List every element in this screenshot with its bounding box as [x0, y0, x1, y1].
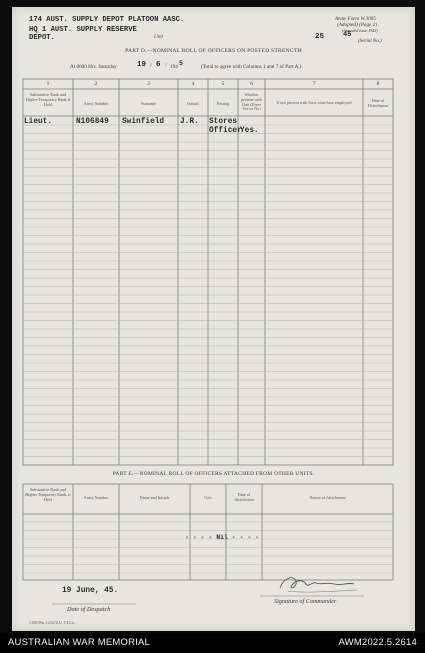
col-number-8: 8: [376, 81, 380, 87]
part-e-header-nature: Nature of Attachment: [309, 495, 346, 500]
col-header-detachment: Date of Detachment: [367, 98, 389, 108]
entry-posting-line-2: Officer: [209, 127, 242, 135]
entry-posting-line-1: Stores: [209, 118, 238, 126]
archive-name: AUSTRALIAN WAR MEMORIAL: [8, 637, 151, 648]
date-sep-1: /: [150, 63, 152, 69]
part-d-title: PART D.—NOMINAL ROLL OF OFFICERS ON POSTED STRENGTH: [125, 48, 302, 54]
despatch-caption: Date of Despatch: [67, 606, 111, 613]
form-issue: (Amended issue 1942): [342, 28, 378, 33]
commander-signature: [280, 578, 354, 588]
archive-accession-number: AWM2022.5.2614: [338, 637, 417, 648]
entry-rank: Lieut.: [24, 118, 53, 126]
part-e-header-name: Name and Initials: [139, 495, 170, 500]
serial-number: 25: [315, 33, 325, 41]
col-header-employed: If not present with Unit, state how employed: [276, 100, 352, 105]
total-note: (Total to agree with Columns 1 and 7 of Part A.): [201, 64, 302, 70]
date-month: 6: [156, 61, 161, 69]
col-number-6: 6: [250, 81, 253, 87]
part-e-header-rank: Substantive Rank and Higher Temporary Rank, if Held: [25, 487, 71, 502]
date-prefix: At 0600 Hrs. Saturday: [70, 64, 117, 70]
part-e-nil-entry: - - - - Nil - - - -: [185, 534, 260, 541]
form-adapted: (Adapted) (Page 2): [337, 22, 378, 28]
col-header-surname: Surname: [141, 101, 156, 106]
date-day: 19: [137, 61, 147, 69]
commander-caption: Signature of Commander: [274, 598, 337, 605]
form-name: Army Form W.3005: [335, 16, 376, 22]
part-e-header-unit: Unit: [204, 495, 212, 500]
unit-line-1: 174 AUST. SUPPLY DEPOT PLATOON AASC.: [29, 16, 185, 24]
part-e-header-number: Army Number: [83, 495, 109, 500]
part-e-title: PART E.—NOMINAL ROLL OF OFFICERS ATTACHED FROM OTHER UNITS.: [112, 471, 315, 477]
date-year-printed: 194: [170, 64, 178, 70]
col-number-5: 5: [221, 81, 225, 87]
col-number-1: 1: [46, 81, 50, 87]
date-year-typed: 5: [179, 60, 183, 67]
serial-caption: (Serial No.): [358, 39, 382, 44]
serial-year: 45: [343, 31, 352, 39]
entry-army-number: N106849: [76, 118, 109, 126]
entry-initials: J.R.: [180, 118, 199, 126]
col-header-present: Whether present with Unit (Enter Yes or No): [241, 92, 262, 112]
printer-line: 1,000 Pds. 12/42 U.U. T.F.Co.: [29, 621, 75, 625]
unit-line-2: HQ 1 AUST. SUPPLY RESERVE: [29, 26, 137, 34]
col-header-rank: Substantive Rank and Higher Temporary Rank if Held: [25, 92, 71, 107]
entry-present: Yes.: [240, 127, 259, 135]
despatch-date: 19 June, 45.: [62, 587, 119, 595]
col-header-posting: Posting: [216, 101, 230, 106]
col-header-initials: Initials: [187, 101, 199, 106]
part-e-header-date: Date of Attachment: [234, 492, 254, 502]
archive-footer-bar: [0, 633, 425, 653]
date-sep-2: /: [165, 63, 167, 69]
col-number-2: 2: [94, 81, 98, 87]
unit-line-3: DEPOT.: [29, 34, 55, 42]
col-number-7: 7: [312, 81, 316, 87]
col-number-4: 4: [191, 81, 195, 87]
entry-surname: Swinfield: [122, 118, 165, 126]
form-sheet: [12, 7, 415, 631]
col-number-3: 3: [147, 81, 150, 87]
unit-caption: Unit: [154, 35, 163, 40]
col-header-number: Army Number: [83, 101, 109, 106]
